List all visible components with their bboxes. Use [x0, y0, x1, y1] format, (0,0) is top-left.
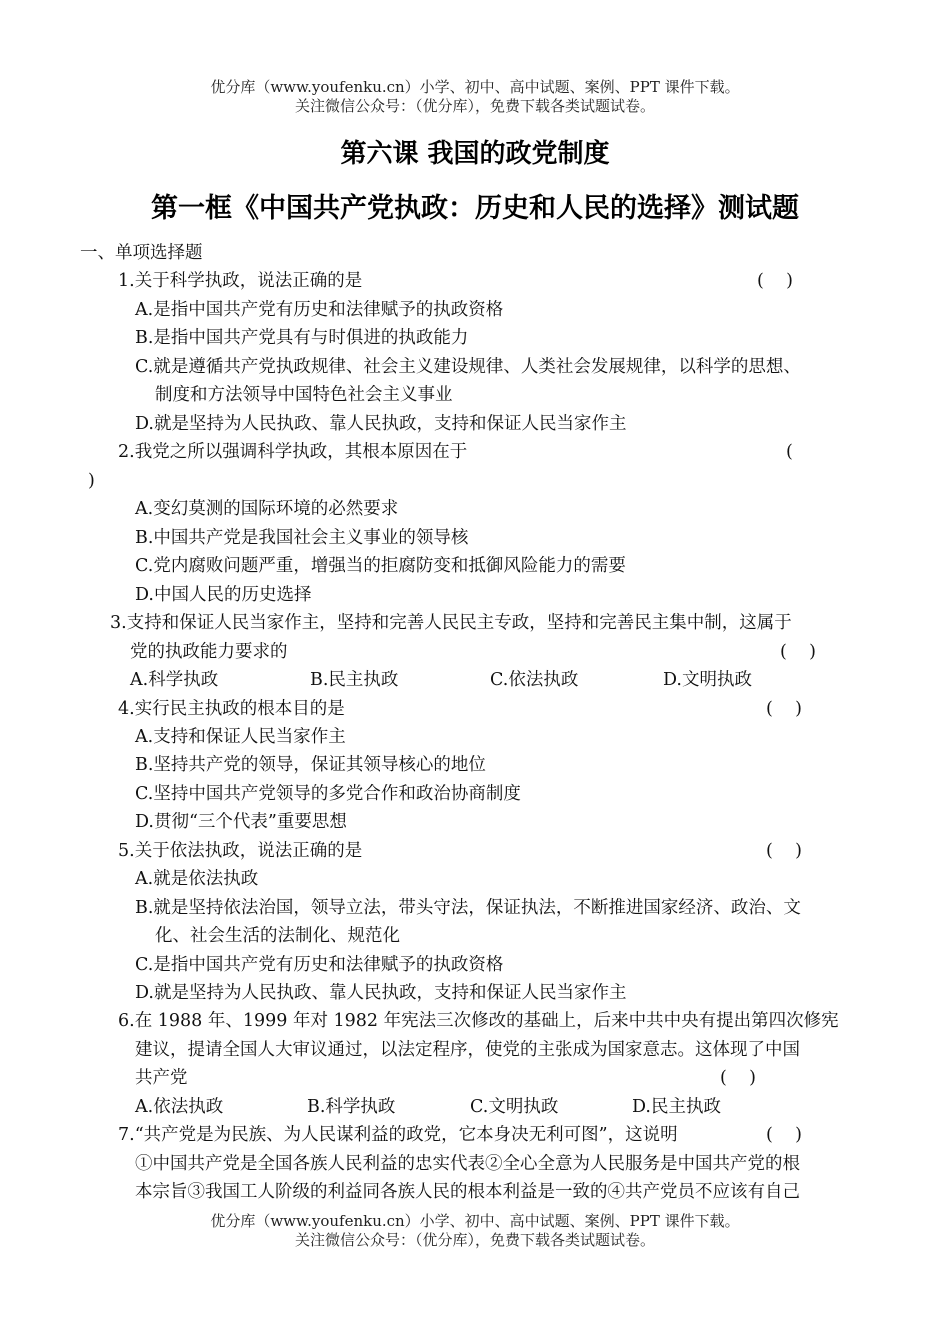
- q5-option-b-line1: B.就是坚持依法治国，领导立法，带头守法，保证执法，不断推进国家经济、政治、文: [135, 898, 801, 918]
- q6-option-d: D.民主执政: [632, 1097, 721, 1117]
- q2-option-a: A.变幻莫测的国际环境的必然要求: [135, 499, 399, 519]
- q5-option-d: D.就是坚持为人民执政、靠人民执政，支持和保证人民当家作主: [135, 983, 627, 1003]
- header-line-1: 优分库（www.youfenku.cn）小学、初中、高中试题、案例、PPT 课件下载。: [210, 78, 740, 96]
- header-line-2: 关注微信公众号：（优分库），免费下载各类试题试卷。: [294, 97, 655, 115]
- q4-option-a: A.支持和保证人民当家作主: [135, 727, 346, 747]
- footer-line-2: 关注微信公众号：（优分库），免费下载各类试题试卷。: [294, 1231, 655, 1249]
- q5-option-c: C.是指中国共产党有历史和法律赋予的执政资格: [135, 955, 504, 975]
- q6-stem-line2: 建议，提请全国人大审议通过，以法定程序，使党的主张成为国家意志。这体现了中国: [135, 1040, 800, 1060]
- q1-answer-blank: ( ): [757, 271, 793, 291]
- footer-line-1: 优分库（www.youfenku.cn）小学、初中、高中试题、案例、PPT 课件下载。: [210, 1212, 740, 1230]
- q6-option-a: A.依法执政: [135, 1097, 224, 1117]
- q6-answer-blank: ( ): [720, 1068, 756, 1088]
- q4-answer-blank: ( ): [766, 699, 802, 719]
- q4-stem: 4.实行民主执政的根本目的是: [118, 699, 345, 719]
- q5-answer-blank: ( ): [766, 841, 802, 861]
- q3-answer-blank: ( ): [780, 642, 816, 662]
- lesson-title: 第六课 我国的政党制度: [340, 139, 610, 169]
- q6-option-c: C.文明执政: [470, 1097, 559, 1117]
- q5-option-a: A.就是依法执政: [135, 869, 259, 889]
- q4-option-d: D.贯彻“三个代表”重要思想: [135, 812, 347, 832]
- q3-option-b: B.民主执政: [310, 670, 399, 690]
- q3-option-d: D.文明执政: [663, 670, 752, 690]
- q1-option-c-line2: 制度和方法领导中国特色社会主义事业: [155, 385, 453, 405]
- q5-stem: 5.关于依法执政，说法正确的是: [118, 841, 363, 861]
- q1-option-c-line1: C.就是遵循共产党执政规律、社会主义建设规律、人类社会发展规律，以科学的思想、: [135, 357, 801, 377]
- q7-options-line1: ①中国共产党是全国各族人民利益的忠实代表②全心全意为人民服务是中国共产党的根: [135, 1154, 800, 1174]
- q2-option-d: D.中国人民的历史选择: [135, 585, 312, 605]
- q3-option-c: C.依法执政: [490, 670, 579, 690]
- q3-stem-line2: 党的执政能力要求的: [130, 642, 288, 662]
- q2-option-c: C.党内腐败问题严重，增强当的拒腐防变和抵御风险能力的需要: [135, 556, 626, 576]
- q1-option-b: B.是指中国共产党具有与时俱进的执政能力: [135, 328, 469, 348]
- q6-option-b: B.科学执政: [307, 1097, 396, 1117]
- q1-option-d: D.就是坚持为人民执政、靠人民执政，支持和保证人民当家作主: [135, 414, 627, 434]
- q2-stem: 2.我党之所以强调科学执政，其根本原因在于: [118, 442, 468, 462]
- q7-options-line2: 本宗旨③我国工人阶级的利益同各族人民的根本利益是一致的④共产党员不应该有自己: [135, 1182, 800, 1202]
- q3-option-a: A.科学执政: [130, 670, 219, 690]
- q2-option-b: B.中国共产党是我国社会主义事业的领导核: [135, 528, 469, 548]
- q3-stem-line1: 3.支持和保证人民当家作主，坚持和完善人民民主专政，坚持和完善民主集中制，这属于: [110, 613, 792, 633]
- q2-answer-blank-open: (: [786, 442, 793, 462]
- q5-option-b-line2: 化、社会生活的法制化、规范化: [155, 926, 400, 946]
- q6-stem-line3: 共产党: [135, 1068, 188, 1088]
- q4-option-c: C.坚持中国共产党领导的多党合作和政治协商制度: [135, 784, 521, 804]
- q4-option-b: B.坚持共产党的领导，保证其领导核心的地位: [135, 755, 486, 775]
- q2-answer-blank-close: ): [88, 471, 95, 491]
- quiz-subtitle: 第一框《中国共产党执政：历史和人民的选择》测试题: [151, 193, 799, 224]
- q1-stem: 1.关于科学执政，说法正确的是: [118, 271, 363, 291]
- q7-answer-blank: ( ): [766, 1125, 802, 1145]
- q1-option-a: A.是指中国共产党有历史和法律赋予的执政资格: [135, 300, 504, 320]
- section-heading: 一、单项选择题: [80, 243, 203, 263]
- q6-stem-line1: 6.在 1988 年、1999 年对 1982 年宪法三次修改的基础上，后来中共中央有提出第四次修宪: [118, 1011, 839, 1031]
- q7-stem: 7.“共产党是为民族、为人民谋利益的政党，它本身决无利可图”，这说明: [118, 1125, 678, 1145]
